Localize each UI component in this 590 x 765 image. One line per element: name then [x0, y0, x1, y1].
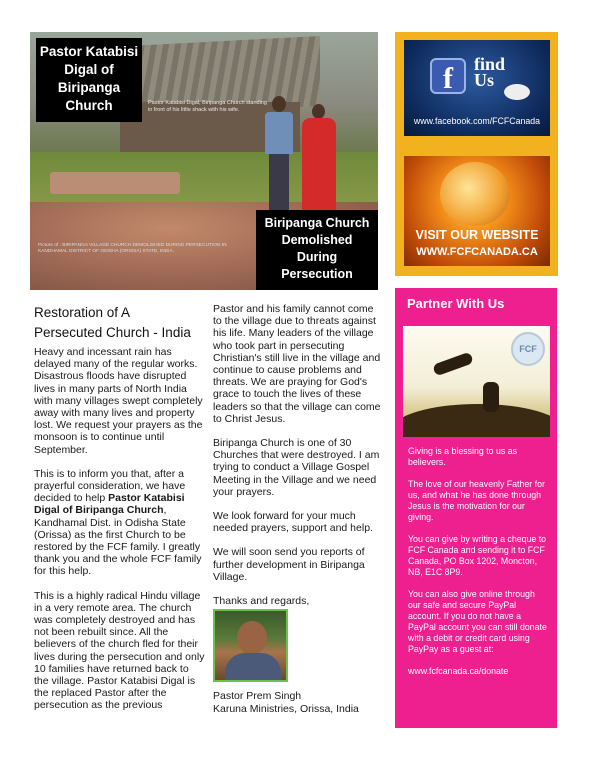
article-paragraph: We will soon send you reports of further development in Biripanga Village.: [213, 546, 365, 583]
article-paragraph: Biripanga Church is one of 30 Churches that were destroyed. I am trying to conduct a Village Gospel Meeting in the Village and we need your prayers.: [213, 437, 380, 498]
partner-paragraph: You can give by writing a cheque to FCF Canada and sending it to FCF Canada, PO Box 1202, Moncton, NB, E1C 8P9.: [408, 534, 547, 577]
donate-link[interactable]: www.fcfcanada.ca/donate: [408, 666, 509, 676]
closing-line: Thanks and regards,: [213, 595, 310, 608]
visit-website-text: VISIT OUR WEBSITE: [415, 228, 539, 242]
helping-hand-photo: [403, 326, 550, 437]
signature: Pastor Prem Singh Karuna Ministries, Orissa, India: [213, 690, 359, 715]
website-url[interactable]: WWW.FCFCANADA.CA: [416, 246, 538, 258]
partner-paragraph: The love of our heavenly Father for us, and what he has done through Jesus is the motivation for our giving.: [408, 479, 545, 522]
partner-paragraph: Giving is a blessing to us as believers.: [408, 446, 518, 467]
partner-text: [408, 446, 548, 688]
mouse-icon: [504, 84, 530, 100]
find-us-text: find Us: [474, 54, 506, 90]
pastor-prem-photo: [213, 609, 288, 682]
article-title: Restoration of A Persecuted Church - India: [34, 305, 191, 340]
partner-paragraph: You can also give online through our safe and secure PayPal account. If you do not have a PayPal account you can still donate with a debit or credit card using PayPay as a guest at:: [408, 589, 547, 654]
article-paragraph: Heavy and incessant rain has delayed many of the regular works. Disastrous floods have disrupted lives in many parts of North India with many villages swept completely away with many lives and property lost. We request your prayers as the monsoon is to continue until September.: [34, 346, 203, 456]
ruined-wall: [50, 172, 180, 194]
website-banner[interactable]: [404, 156, 550, 266]
facebook-url[interactable]: www.facebook.com/FCFCanada: [413, 116, 541, 126]
partner-title: Partner With Us: [407, 296, 505, 311]
fcf-logo-icon: FCF: [511, 332, 545, 366]
photo-caption-people: Pastor Katabisi Digal, Biripanga Church standing in front of his little shack with his wife.: [148, 100, 267, 113]
article-paragraph: This is a highly radical Hindu village in a very remote area. The church was completely destroyed and has not been rebuilt since. All the believers of the church fled for their lives during the persecution and only 10 families have returned back to the village. Pastor Katabisi Digal is the replaced Pastor after the persecution as the previous: [34, 589, 205, 712]
article-paragraph: Pastor and his family cannot come to the village due to threats against his life. Many leaders of the village who took part in persecuting Christian's still live in the village and continue to cause problems and threats. We are praying for God's grace to touch the lives of these leaders so that the village can come to Christ Jesus.: [213, 303, 381, 425]
photo-caption-ruins: Picture of : BIRIPANGA VILLAGE CHURCH DEMOLISHED DURING PERSECUTION IN KANDHAMAL DISTRICT OF ODISHA (ORISSA) STATE, INDIA.: [38, 243, 227, 254]
hero-title-church: Biripanga Church Demolished During Persecution: [256, 210, 378, 290]
pastor-figure: [262, 96, 296, 216]
wife-figure: [300, 104, 338, 216]
globe-icon: [440, 162, 510, 226]
facebook-banner[interactable]: [404, 40, 550, 136]
hero-title-pastor: Pastor Katabisi Digal of Biripanga Church: [36, 38, 142, 122]
article-column-1: [34, 346, 206, 724]
article-column-2: [213, 303, 381, 619]
article-paragraph: We look forward for your much needed prayers, support and help.: [213, 510, 373, 535]
article-paragraph: This is to inform you that, after a prayerful consideration, we have decided to help Pastor Katabisi Digal of Biripanga Church, Kandhamal Dist. in Odisha State (Orissa) as the first Church to be restored by the FCF family. I greatly thank you and the whole FCF family for this help.: [34, 467, 202, 578]
facebook-icon: f: [430, 58, 466, 94]
